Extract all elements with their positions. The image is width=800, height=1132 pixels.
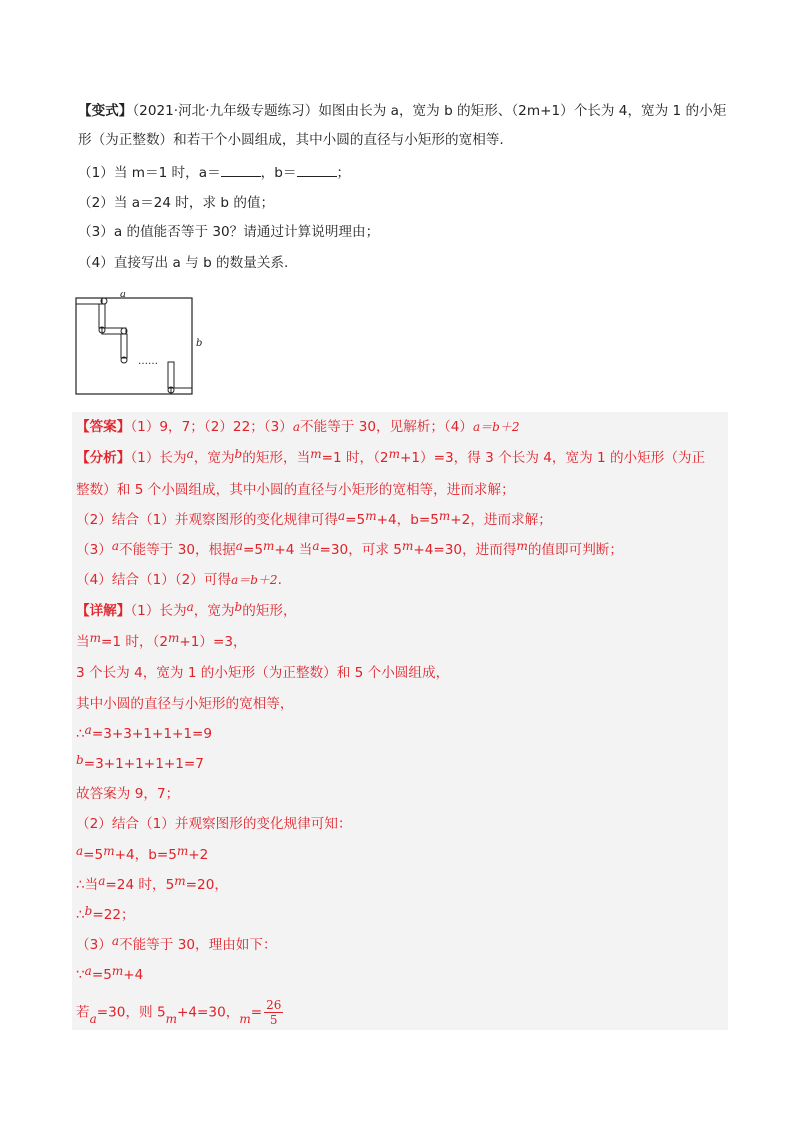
var-m: m xyxy=(438,509,451,523)
detail-tag: 【详解】 xyxy=(76,603,131,619)
analysis-text: （2）结合（1）并观察图形的变化规律可得 xyxy=(76,512,338,528)
var-a: a xyxy=(235,539,243,553)
detail-line-2 xyxy=(76,632,247,652)
analysis-text: 的矩形，当 xyxy=(242,450,311,466)
var-m: m xyxy=(401,539,414,553)
var-m: m xyxy=(262,539,275,553)
var-a: a xyxy=(111,934,119,948)
part-1-text-c: ； xyxy=(336,165,351,181)
detail-line-7: 故答案为 9，7； xyxy=(76,786,180,802)
rectangle-figure xyxy=(74,292,214,398)
question-tag: 【变式】 xyxy=(78,103,133,119)
var-m: m xyxy=(239,1011,251,1026)
answer-blank-a xyxy=(221,162,261,177)
analysis-line-3 xyxy=(76,510,552,530)
analysis-text: +1）=3，得 3 个长为 4，宽为 1 的小矩形（为正 xyxy=(399,450,706,466)
detail-line-13 xyxy=(76,965,143,985)
analysis-text: （4）结合（1）（2）可得 xyxy=(76,572,232,588)
answer-tag: 【答案】 xyxy=(76,419,131,435)
var-a: a xyxy=(186,600,194,614)
detail-text: ∴ xyxy=(76,907,85,923)
var-m: m xyxy=(516,539,528,553)
fraction-numerator: 26 xyxy=(266,998,282,1012)
detail-text: =22； xyxy=(92,907,135,923)
analysis-text: （3） xyxy=(76,542,112,558)
var-m: m xyxy=(89,631,101,645)
question-part-2: （2）当 a＝24 时，求 b 的值； xyxy=(78,195,275,211)
question-part-1 xyxy=(78,162,350,183)
var-a: a xyxy=(292,420,301,434)
detail-line-6 xyxy=(76,754,204,774)
answer-text-b: 不能等于 30，见解析；（4） xyxy=(300,419,474,435)
analysis-expr: a＝b＋2 xyxy=(231,573,278,587)
var-a: a xyxy=(89,1011,97,1026)
analysis-text: ，宽为 xyxy=(193,450,235,466)
fraction xyxy=(264,998,283,1027)
detail-line-3: 3 个长为 4，宽为 1 的小矩形（为正整数）和 5 个小圆组成， xyxy=(76,665,450,681)
detail-text: =20， xyxy=(185,877,228,893)
detail-line-11 xyxy=(76,905,135,925)
var-a: a xyxy=(84,964,92,978)
detail-text: +2 xyxy=(188,847,209,863)
detail-line-4: 其中小圆的直径与小矩形的宽相等， xyxy=(76,696,294,712)
analysis-text: =5 xyxy=(242,542,263,558)
var-b: b xyxy=(234,447,243,461)
detail-text: = xyxy=(250,1004,263,1021)
analysis-text: +2，进而求解； xyxy=(450,512,552,528)
detail-line-8: （2）结合（1）并观察图形的变化规律可知： xyxy=(76,816,352,832)
var-b: b xyxy=(234,600,243,614)
var-a: a xyxy=(76,844,84,858)
var-m: m xyxy=(165,1011,177,1026)
figure-label-b: b xyxy=(196,338,203,349)
part-1-text-a: （1）当 m＝1 时，a＝ xyxy=(78,165,221,181)
detail-text: =3+1+1+1+1=7 xyxy=(83,756,204,772)
analysis-text: 不能等于 30，根据 xyxy=(119,542,236,558)
var-b: b xyxy=(76,753,84,767)
var-b: b xyxy=(84,904,93,918)
detail-text: =1 时，（2 xyxy=(100,634,168,650)
detail-text: =3+3+1+1+1=9 xyxy=(91,726,213,742)
var-a: a xyxy=(111,539,119,553)
var-m: m xyxy=(111,964,124,978)
detail-text: =5 xyxy=(91,967,112,983)
part-1-text-b: ，b＝ xyxy=(260,165,297,181)
fraction-denominator: 5 xyxy=(269,1013,278,1027)
analysis-line-4 xyxy=(76,540,623,560)
question-source: （2021·河北·九年级专题练习） xyxy=(132,103,319,119)
figure-label-a: a xyxy=(120,292,126,300)
analysis-text: +4=30，进而得 xyxy=(413,542,517,558)
analysis-text: （1）长为 xyxy=(130,450,187,466)
detail-line-1 xyxy=(76,601,297,621)
answer-line xyxy=(76,417,520,437)
figure-dots: …… xyxy=(138,356,158,367)
detail-text: 的矩形， xyxy=(242,603,297,619)
detail-text: =5 xyxy=(83,847,104,863)
detail-text: +4 xyxy=(123,967,144,983)
var-m: m xyxy=(365,509,377,523)
var-m: m xyxy=(174,874,186,888)
var-a: a xyxy=(186,447,194,461)
analysis-line-5 xyxy=(76,570,282,590)
detail-text: 不能等于 30，理由如下： xyxy=(119,937,277,953)
detail-text: =24 时，5 xyxy=(105,877,175,893)
analysis-text: +4，b=5 xyxy=(376,512,439,528)
detail-text: +4，b=5 xyxy=(114,847,177,863)
detail-text: （1）长为 xyxy=(130,603,187,619)
question-stem-1: 如图由长为 a，宽为 b 的矩形、（2m+1）个长为 4，宽为 1 的小矩 xyxy=(318,103,727,119)
detail-text: 当 xyxy=(76,634,90,650)
analysis-text: 的值即可判断； xyxy=(527,542,623,558)
var-m: m xyxy=(176,844,189,858)
detail-text: +4=30， xyxy=(177,1004,240,1021)
analysis-tag: 【分析】 xyxy=(76,450,131,466)
question-part-4: （4）直接写出 a 与 b 的数量关系. xyxy=(78,255,289,271)
detail-line-9 xyxy=(76,845,208,865)
question-line-2: 形（为正整数）和若干个小圆组成，其中小圆的直径与小矩形的宽相等. xyxy=(78,132,504,148)
var-a: a xyxy=(98,874,106,888)
question-part-3: （3）a 的值能否等于 30？请通过计算说明理由； xyxy=(78,224,380,240)
detail-text: （3） xyxy=(76,937,112,953)
analysis-text: . xyxy=(277,572,282,588)
detail-text: =30，则 5 xyxy=(96,1004,166,1021)
var-a: a xyxy=(84,723,92,737)
detail-line-5 xyxy=(76,724,212,744)
detail-text: ∴当 xyxy=(76,877,99,893)
detail-text: ∵ xyxy=(76,967,85,983)
var-a: a xyxy=(337,509,346,523)
detail-line-12 xyxy=(76,935,277,955)
analysis-text: =5 xyxy=(345,512,366,528)
var-m: m xyxy=(103,844,115,858)
var-m: m xyxy=(310,447,322,461)
detail-text: 若 xyxy=(76,1004,90,1021)
analysis-text: +4 当 xyxy=(274,542,313,558)
answer-blank-b xyxy=(297,162,337,177)
analysis-line-2: 整数）和 5 个小圆组成，其中小圆的直径与小矩形的宽相等，进而求解； xyxy=(76,482,515,498)
var-a: a xyxy=(312,539,320,553)
answer-expr: a＝b＋2 xyxy=(473,420,520,434)
question-line-1 xyxy=(78,101,726,121)
analysis-line-1 xyxy=(76,448,705,468)
var-m: m xyxy=(388,447,400,461)
answer-text-a: （1）9，7；（2）22；（3） xyxy=(130,419,293,435)
analysis-text: =30，可求 5 xyxy=(319,542,402,558)
detail-line-14 xyxy=(76,998,283,1027)
analysis-text: =1 时，（2 xyxy=(321,450,389,466)
detail-line-10 xyxy=(76,875,228,895)
detail-text: ，宽为 xyxy=(193,603,235,619)
detail-text: +1）=3， xyxy=(179,634,247,650)
detail-text: ∴ xyxy=(76,726,85,742)
var-m: m xyxy=(167,631,180,645)
